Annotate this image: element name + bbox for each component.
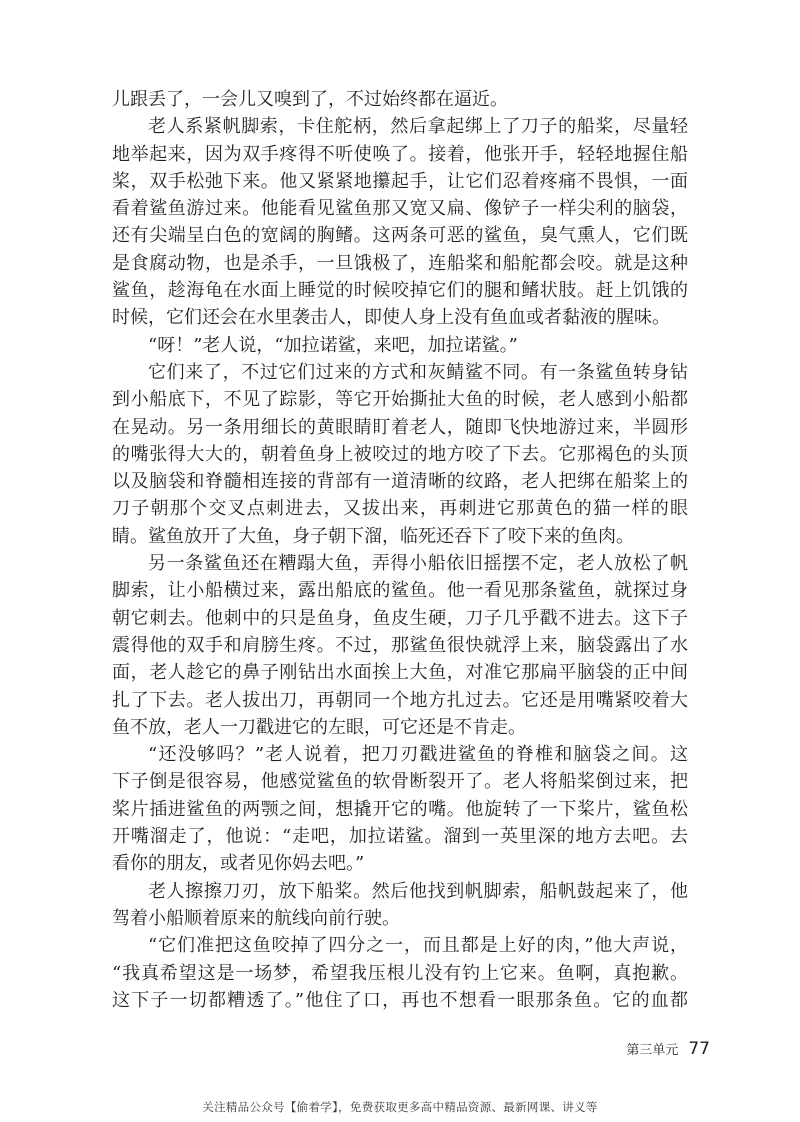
unit-label: 第三单元 [626,1043,679,1058]
paragraph [112,550,688,741]
text-line: 另一条鲨鱼还在糟蹋大鱼，弄得小船依旧摇摆不定，老人放松了帆 [148,553,688,575]
text-line: 老人系紧帆脚索，卡住舵柄，然后拿起绑上了刀子的船桨，尽量轻 [148,116,688,138]
text-line: 儿跟丢了，一会儿又嗅到了，不过始终都在逼近。 [112,89,508,110]
text-line: 到小船底下，不见了踪影，等它开始撕扯大鱼的时候，老人感到小船都 [112,389,688,411]
text-line: 桨，双手松弛下来。他又紧紧地攥起手，让它们忍着疼痛不畏惧，一面 [112,170,688,192]
paragraph [112,113,688,331]
text-line: 脚索，让小船横过来，露出船底的鲨鱼。他一看见那条鲨鱼，就探过身 [112,580,688,602]
promo-banner: 关注精品公众号【偷着学】，免费获取更多高中精品资源、最新网课、讲义等 [202,1100,598,1114]
text-line: 是食腐动物，也是杀手，一旦饿极了，连船桨和船舵都会咬。就是这种 [112,252,688,274]
text-line: 面，老人趁它的鼻子刚钻出水面挨上大鱼，对准它那扁平脑袋的正中间 [112,662,688,684]
text-line: 扎了下去。老人拔出刀，再朝同一个地方扎过去。它还是用嘴紧咬着大 [112,689,688,711]
text-line: 睛。鲨鱼放开了大鱼，身子朝下溜，临死还吞下了咬下来的鱼肉。 [112,525,634,547]
paragraph [112,86,688,113]
paragraph [112,332,688,359]
text-line: 还有尖端呈白色的宽阔的胸鳍。这两条可恶的鲨鱼，臭气熏人，它们既 [112,225,688,247]
paragraph [112,741,688,877]
text-line: 刀子朝那个交叉点刺进去，又拔出来，再刺进它那黄色的猫一样的眼 [112,498,688,520]
text-line: 鱼不放，老人一刀戳进它的左眼，可它还是不肯走。 [112,716,526,738]
text-line: 在晃动。另一条用细长的黄眼睛盯着老人，随即飞快地游过来，半圆形 [112,416,688,438]
text-line: 桨片插进鲨鱼的两颚之间，想撬开它的嘴。他旋转了一下桨片，鲨鱼松 [112,798,688,820]
text-line: 的嘴张得大大的，朝着鱼身上被咬过的地方咬了下去。它那褐色的头顶 [112,443,688,465]
text-line: 这下子一切都糟透了。”他住了口，再也不想看一眼那条鱼。它的血都 [112,989,688,1011]
paragraph [112,359,688,550]
text-line: 老人擦擦刀刃，放下船桨。然后他找到帆脚索，船帆鼓起来了，他 [148,880,688,902]
text-line: 驾着小船顺着原来的航线向前行驶。 [112,907,400,929]
text-line: “还没够吗？”老人说着，把刀刃戳进鲨鱼的脊椎和脑袋之间。这 [148,744,688,766]
page-number: 77 [688,1039,710,1059]
text-line: “呀！”老人说，“加拉诺鲨，来吧，加拉诺鲨。” [148,334,518,356]
text-line: 它们来了，不过它们过来的方式和灰鲭鲨不同。有一条鲨鱼转身钻 [148,361,688,383]
text-line: 下子倒是很容易，他感觉鲨鱼的软骨断裂开了。老人将船桨倒过来，把 [112,771,688,793]
paragraph [112,932,688,1014]
text-line: 地举起来，因为双手疼得不听使唤了。接着，他张开手，轻轻地握住船 [112,143,688,165]
paragraph [112,878,688,933]
text-line: 以及脑袋和脊髓相连接的背部有一道清晰的纹路，老人把绑在船桨上的 [112,471,688,493]
text-line: 时候，它们还会在水里袭击人，即使人身上没有鱼血或者黏液的腥味。 [112,307,670,329]
text-line: “我真希望这是一场梦，希望我压根儿没有钓上它来。鱼啊，真抱歉。 [112,962,688,984]
text-line: 开嘴溜走了，他说：“走吧，加拉诺鲨。溜到一英里深的地方去吧。去 [112,826,688,848]
page-footer [626,1039,710,1059]
body-text [112,86,688,1014]
text-line: 鲨鱼，趁海龟在水面上睡觉的时候咬掉它们的腿和鳍状肢。赶上饥饿的 [112,280,688,302]
text-line: “它们准把这鱼咬掉了四分之一，而且都是上好的肉，”他大声说， [148,935,688,957]
text-line: 看着鲨鱼游过来。他能看见鲨鱼那又宽又扁、像铲子一样尖利的脑袋， [112,198,688,220]
text-line: 看你的朋友，或者见你妈去吧。” [112,853,365,875]
text-line: 朝它刺去。他刺中的只是鱼身，鱼皮生硬，刀子几乎戳不进去。这下子 [112,607,688,629]
text-line: 震得他的双手和肩膀生疼。不过，那鲨鱼很快就浮上来，脑袋露出了水 [112,634,688,656]
